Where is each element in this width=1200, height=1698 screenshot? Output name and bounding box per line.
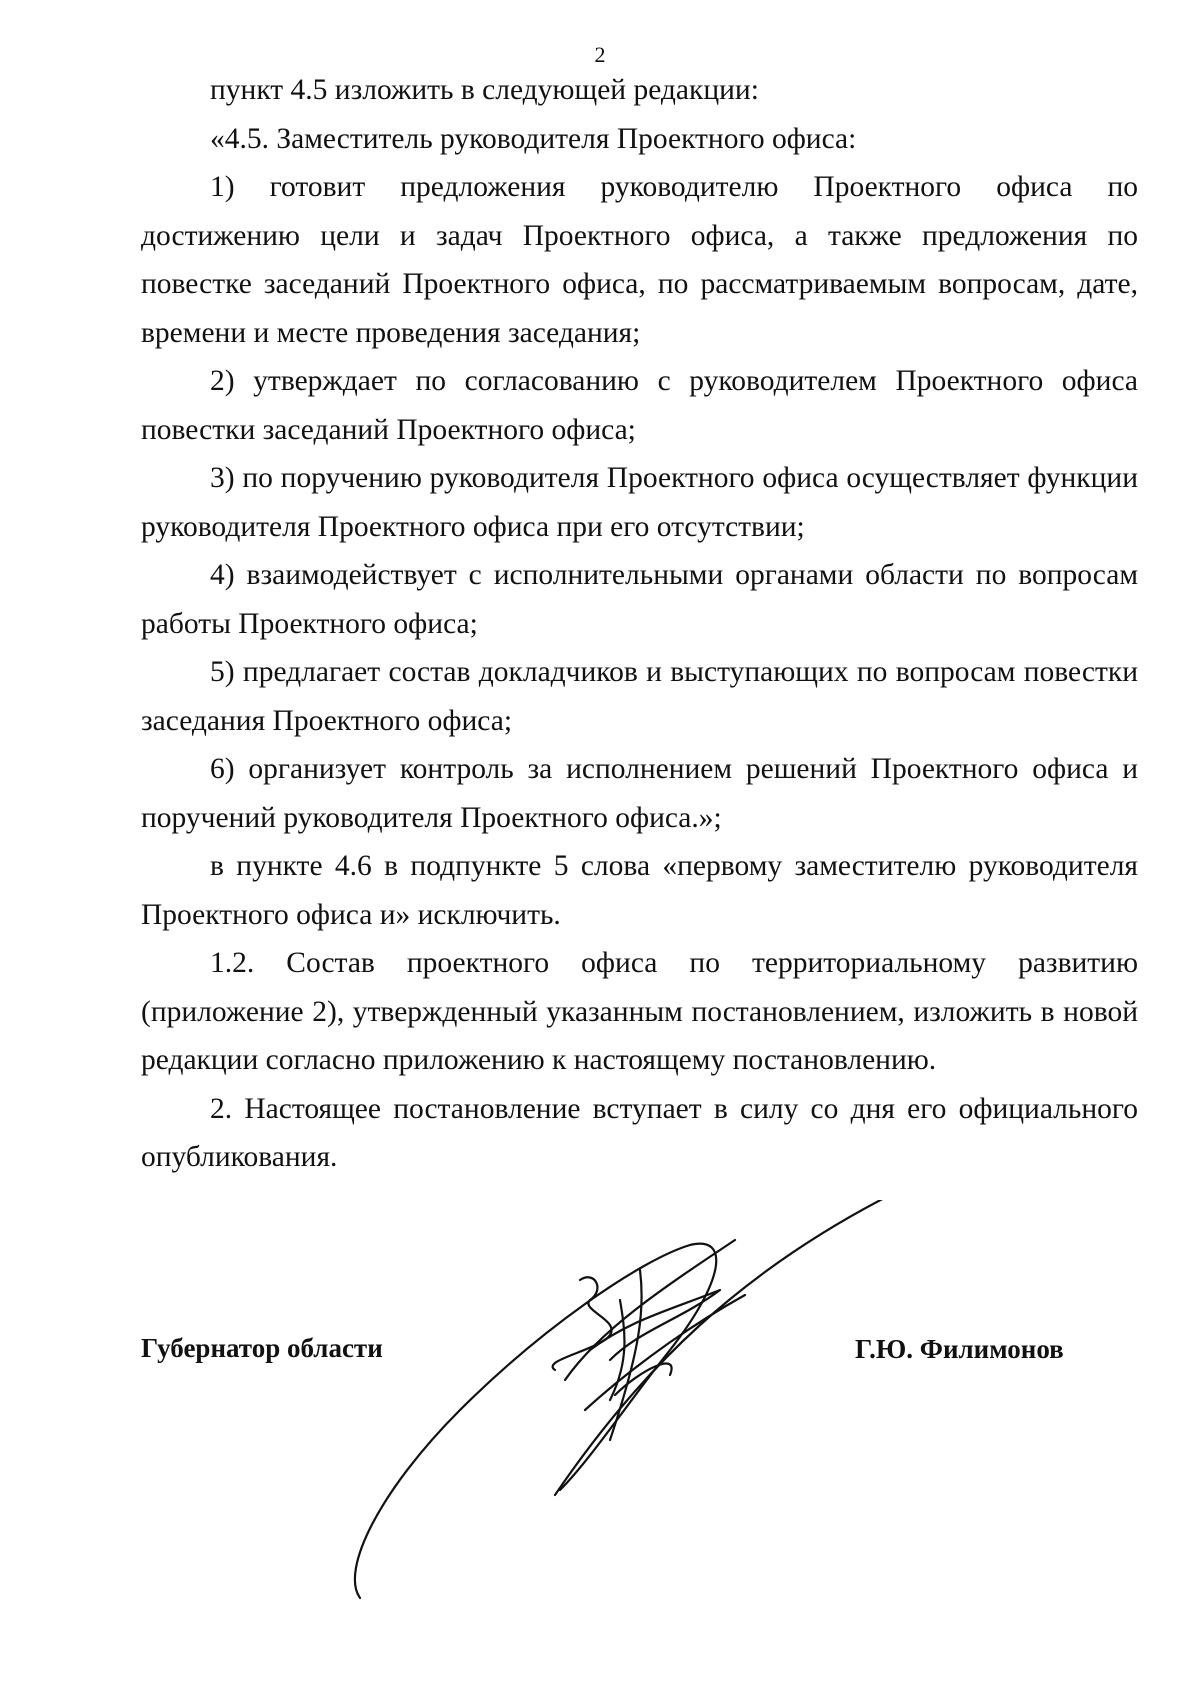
- handwritten-signature: [340, 1200, 920, 1600]
- signer-name: Г.Ю. Филимонов: [855, 1334, 1064, 1364]
- paragraph: 6) организует контроль за исполнением решений Проектного офиса и поручений руководителя Проектного офиса.»;: [141, 753, 1138, 834]
- paragraph: «4.5. Заместитель руководителя Проектного офиса:: [210, 122, 857, 155]
- paragraph: 2) утверждает по согласованию с руководителем Проектного офиса повестки заседаний Проектного офиса;: [141, 365, 1138, 446]
- document-body: [141, 66, 1138, 1182]
- paragraph: 3) по поручению руководителя Проектного офиса осуществляет функции руководителя Проектного офиса при его отсутствии;: [141, 462, 1138, 543]
- signer-title: Губернатор области: [141, 1333, 383, 1363]
- paragraph: в пункте 4.6 в подпункте 5 слова «первому заместителю руководителя Проектного офиса и» исключить.: [141, 850, 1138, 931]
- paragraph: 2. Настоящее постановление вступает в силу со дня его официального опубликования.: [141, 1092, 1138, 1173]
- paragraph: пункт 4.5 изложить в следующей редакции:: [210, 74, 759, 106]
- page-number: 2: [594, 42, 606, 67]
- paragraph: 1) готовит предложения руководителю Проектного офиса по достижению цели и задач Проектного офиса, а также предложения по повестке заседаний Проектного офиса, по рассматриваемым вопросам, дате, времени и месте проведения заседания;: [141, 171, 1138, 349]
- paragraph: 5) предлагает состав докладчиков и выступающих по вопросам повестки заседания Проектного офиса;: [141, 656, 1138, 737]
- paragraph: 1.2. Состав проектного офиса по территориальному развитию (приложение 2), утвержденный указанным постановлением, изложить в новой редакции согласно приложению к настоящему постановлению.: [141, 947, 1138, 1076]
- paragraph: 4) взаимодействует с исполнительными органами области по вопросам работы Проектного офиса;: [141, 559, 1138, 640]
